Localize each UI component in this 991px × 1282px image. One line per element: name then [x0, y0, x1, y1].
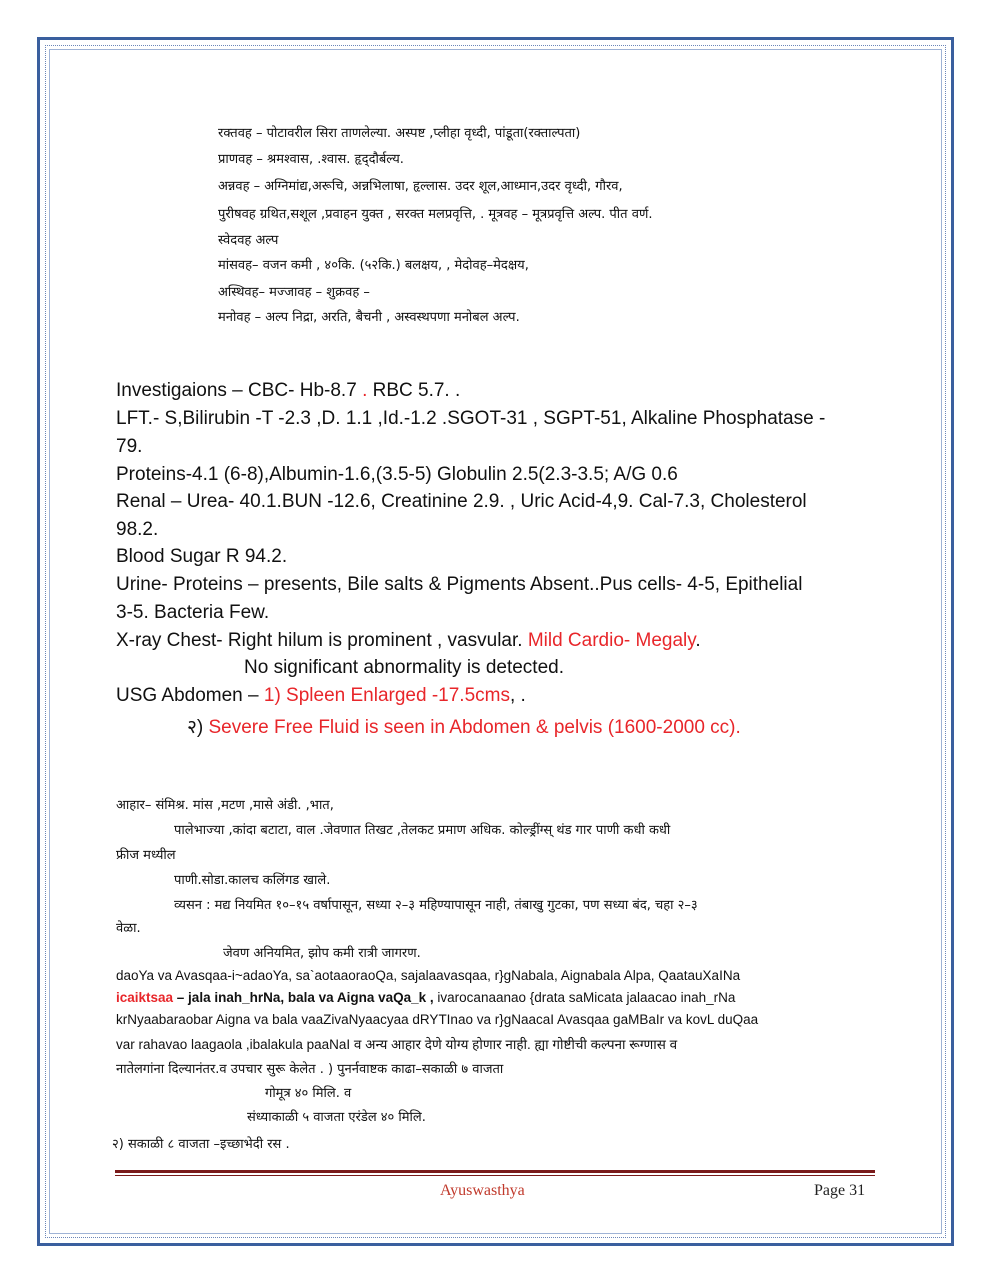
diet-ahar: आहार– संमिश्र. मांस ,मटण ,मासे अंडी. ,भात, [116, 798, 334, 813]
investigations-urine-cont: 3-5. Bacteria Few. [116, 602, 270, 623]
diet-water: पाणी.सोडा.कालच कलिंगड खाले. [174, 873, 331, 888]
investigations-lft-cont: 79. [116, 436, 143, 457]
investigations-renal: Renal – Urea- 40.1.BUN -12.6, Creatinine 2.9. , Uric Acid-4,9. Cal-7.3, Cholesterol [116, 491, 807, 512]
srotas-purishavaha: पुरीषवह ग्रथित,सशूल ,प्रवाहन युक्त , सरक्त मलप्रवृत्ति, . मूत्रवह – मूत्रप्रवृत्ति अल्प. पीत वर्ण. [218, 207, 653, 222]
investigations-blood-sugar: Blood Sugar R 94.2. [116, 546, 288, 567]
srotas-asthivaha: अस्थिवह– मज्जावह – शुक्रवह – [218, 285, 370, 300]
footer-title: Ayuswasthya [440, 1182, 525, 1199]
page-number: Page 31 [814, 1182, 866, 1199]
diet-fridge: फ्रीज मध्यील [116, 848, 176, 863]
treatment-gomutra: गोमूत्र ४० मिलि. व [265, 1086, 352, 1101]
srotas-annavaha: अन्नवह – अग्निमांद्य,अरूचि, अन्नभिलाषा, हृल्लास. उदर शूल,आध्मान,उदर वृध्दी, गौरव, [218, 179, 623, 194]
diet-addiction-cont: वेळा. [116, 921, 141, 936]
investigations-xray: X-ray Chest- Right hilum is prominent , vasvular. Mild Cardio- Megaly. [116, 630, 701, 651]
investigations-lft: LFT.- S,Bilirubin -T -2.3 ,D. 1.1 ,Id.-1.2 .SGOT-31 , SGPT-51, Alkaline Phosphatase - [116, 408, 826, 429]
srotas-mansavaha: मांसवह– वजन कमी , ४०कि. (५२कि.) बलक्षय, , मेदोवह–मेदक्षय, [218, 258, 529, 273]
investigations-cbc: Investigaions – CBC- Hb-8.7 . RBC 5.7. . [116, 380, 461, 401]
diet-addiction: व्यसन : मद्य नियमित १०–१५ वर्षापासून, सध्या २–३ महिण्यापासून नाही, तंबाखु गुटका, पण सध्या बंद, चहा २–३ [174, 898, 698, 913]
chikitsa-cont-2: var rahavao laagaola ,ibalakula paaNaI व अन्य आहार देणे योग्य होणार नाही. ह्या गोष्टीची कल्पना रूग्णास व [116, 1037, 678, 1052]
srotas-pranavaha: प्राणवह – श्रमश्वास, .श्वास. हृद्‌दौर्बल्य. [218, 152, 404, 167]
footer-rule-thick [115, 1170, 875, 1173]
investigations-renal-cont: 98.2. [116, 519, 159, 540]
dosha-line: daoYa va Avasqaa-i~adaoYa, sa`aotaaoraoQa, sajalaavasqaa, r}gNabala, Aignabala Alpa, QaatauXaINa [116, 968, 741, 983]
investigations-usg: USG Abdomen – 1) Spleen Enlarged -17.5cms, . [116, 685, 526, 706]
diet-vegetables: पालेभाज्या ,कांदा बटाटा, वाल .जेवणात तिखट ,तेलकट प्रमाण अधिक. कोल्ड्रींग्स् थंड गार पाणी कधी कधी [174, 823, 671, 838]
srotas-raktavaha: रक्तवह – पोटावरील सिरा ताणलेल्या. अस्पष्ट ,प्लीहा वृध्दी, पांडूता(रक्ताल्पता) [218, 126, 581, 141]
treatment-morning: २) सकाळी ८ वाजता –इच्छाभेदी रस . [112, 1137, 290, 1152]
diet-meal-sleep: जेवण अनियमित, झोप कमी रात्री जागरण. [223, 946, 421, 961]
srotas-swedavaha: स्वेदवह अल्प [218, 233, 279, 248]
srotas-manovaha: मनोवह – अल्प निद्रा, अरति, बैचनी , अस्वस्थपणा मनोबल अल्प. [218, 310, 520, 325]
investigations-proteins: Proteins-4.1 (6-8),Albumin-1.6,(3.5-5) Globulin 2.5(2.3-3.5; A/G 0.6 [116, 464, 678, 485]
investigations-usg-2: २) Severe Free Fluid is seen in Abdomen & pelvis (1600-2000 cc). [187, 717, 741, 738]
treatment-evening: संध्याकाळी ५ वाजता एरंडेल ४० मिलि. [247, 1110, 426, 1125]
treatment-start: नातेलगांना दिल्यानंतर.व उपचार सुरू केलेत . ) पुनर्नवाष्टक काढा–सकाळी ७ वाजता [116, 1062, 504, 1077]
chikitsa-line: icaiktsaa – jala inah_hrNa, bala va Aigna vaQa_k , ivarocanaanao {drata saMicata jalaacao inah_rNa [116, 990, 736, 1005]
chikitsa-cont-1: krNyaabaraobar Aigna va bala vaaZivaNyaacyaa dRYTInao va r}gNaacaI Avasqaa gaMBaIr va kovL duQaa [116, 1012, 759, 1027]
footer-rule-thin [115, 1175, 875, 1176]
investigations-xray-note: No significant abnormality is detected. [244, 657, 564, 678]
investigations-urine: Urine- Proteins – presents, Bile salts & Pigments Absent..Pus cells- 4-5, Epithelial [116, 574, 803, 595]
